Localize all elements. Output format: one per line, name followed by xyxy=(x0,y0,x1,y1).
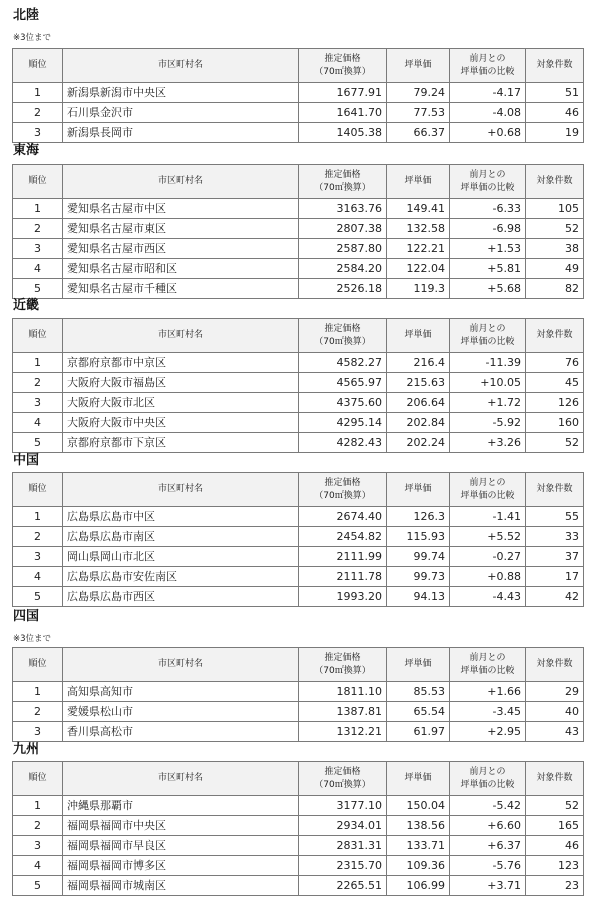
table-header-row xyxy=(13,165,584,199)
tsubo-price-cell: 150.04 xyxy=(387,796,450,816)
table-row xyxy=(13,219,584,239)
rank-cell: 5 xyxy=(13,279,63,299)
count-cell: 165 xyxy=(526,816,584,836)
city-cell: 愛知県名古屋市昭和区 xyxy=(63,259,299,279)
change-cell: -1.41 xyxy=(450,507,526,527)
column-header-change-line1: 前月との xyxy=(469,53,506,64)
change-cell: -0.27 xyxy=(450,547,526,567)
count-cell: 17 xyxy=(526,567,584,587)
city-cell: 広島県広島市安佐南区 xyxy=(63,567,299,587)
table-row xyxy=(13,123,584,143)
region-title: 九州 xyxy=(13,742,40,757)
column-header-city: 市区町村名 xyxy=(63,49,299,83)
tsubo-price-cell: 206.64 xyxy=(387,393,450,413)
table-row xyxy=(13,413,584,433)
count-cell: 46 xyxy=(526,836,584,856)
price-cell: 2265.51 xyxy=(299,876,387,896)
rank-cell: 2 xyxy=(13,702,63,722)
change-cell: +1.72 xyxy=(450,393,526,413)
column-header-change-line1: 前月との xyxy=(469,323,506,334)
rank-cell: 3 xyxy=(13,722,63,742)
city-cell: 愛媛県松山市 xyxy=(63,702,299,722)
table-row xyxy=(13,103,584,123)
column-header-count: 対象件数 xyxy=(526,473,584,507)
rank-cell: 1 xyxy=(13,353,63,373)
tsubo-price-cell: 61.97 xyxy=(387,722,450,742)
city-cell: 大阪府大阪市福島区 xyxy=(63,373,299,393)
city-cell: 愛知県名古屋市東区 xyxy=(63,219,299,239)
count-cell: 37 xyxy=(526,547,584,567)
change-cell: -5.76 xyxy=(450,856,526,876)
tsubo-price-cell: 216.4 xyxy=(387,353,450,373)
column-header-rank: 順位 xyxy=(13,473,63,507)
price-cell: 1641.70 xyxy=(299,103,387,123)
price-cell: 2111.78 xyxy=(299,567,387,587)
change-cell: -4.17 xyxy=(450,83,526,103)
column-header-tsubo: 坪単価 xyxy=(387,648,450,682)
city-cell: 京都府京都市中京区 xyxy=(63,353,299,373)
table-row xyxy=(13,279,584,299)
column-header-price-line1: 推定価格 xyxy=(324,477,361,488)
column-header-city: 市区町村名 xyxy=(63,165,299,199)
change-cell: +1.53 xyxy=(450,239,526,259)
region-title: 近畿 xyxy=(13,298,40,313)
count-cell: 45 xyxy=(526,373,584,393)
table-row xyxy=(13,682,584,702)
column-header-change-line1: 前月との xyxy=(469,766,506,777)
column-header-price xyxy=(299,319,387,353)
tsubo-price-cell: 138.56 xyxy=(387,816,450,836)
tsubo-price-cell: 122.04 xyxy=(387,259,450,279)
rank-cell: 5 xyxy=(13,587,63,607)
count-cell: 160 xyxy=(526,413,584,433)
ranking-table xyxy=(12,761,584,896)
change-cell: +0.68 xyxy=(450,123,526,143)
column-header-change-line2: 坪単価の比較 xyxy=(460,779,515,790)
tsubo-price-cell: 215.63 xyxy=(387,373,450,393)
column-header-tsubo: 坪単価 xyxy=(387,49,450,83)
change-cell: +6.60 xyxy=(450,816,526,836)
rank-cell: 1 xyxy=(13,199,63,219)
tsubo-price-cell: 99.74 xyxy=(387,547,450,567)
column-header-change-line2: 坪単価の比較 xyxy=(460,336,515,347)
column-header-price-line1: 推定価格 xyxy=(324,766,361,777)
column-header-city: 市区町村名 xyxy=(63,473,299,507)
change-cell: +3.71 xyxy=(450,876,526,896)
table-row xyxy=(13,433,584,453)
column-header-price xyxy=(299,165,387,199)
count-cell: 52 xyxy=(526,219,584,239)
tsubo-price-cell: 119.3 xyxy=(387,279,450,299)
count-cell: 43 xyxy=(526,722,584,742)
city-cell: 福岡県福岡市城南区 xyxy=(63,876,299,896)
rank-cell: 4 xyxy=(13,413,63,433)
price-cell: 2674.40 xyxy=(299,507,387,527)
tsubo-price-cell: 202.84 xyxy=(387,413,450,433)
price-cell: 4295.14 xyxy=(299,413,387,433)
change-cell: +6.37 xyxy=(450,836,526,856)
city-cell: 愛知県名古屋市西区 xyxy=(63,239,299,259)
table-row xyxy=(13,547,584,567)
change-cell: +0.88 xyxy=(450,567,526,587)
change-cell: +5.68 xyxy=(450,279,526,299)
ranking-table xyxy=(12,318,584,453)
change-cell: -6.98 xyxy=(450,219,526,239)
rank-cell: 2 xyxy=(13,527,63,547)
rank-cell: 5 xyxy=(13,433,63,453)
column-header-price xyxy=(299,648,387,682)
change-cell: -4.08 xyxy=(450,103,526,123)
count-cell: 29 xyxy=(526,682,584,702)
price-cell: 2526.18 xyxy=(299,279,387,299)
ranking-table xyxy=(12,48,584,143)
column-header-tsubo: 坪単価 xyxy=(387,473,450,507)
count-cell: 82 xyxy=(526,279,584,299)
city-cell: 新潟県長岡市 xyxy=(63,123,299,143)
rank-cell: 1 xyxy=(13,796,63,816)
city-cell: 石川県金沢市 xyxy=(63,103,299,123)
column-header-price-line2: （70㎡換算） xyxy=(314,779,371,790)
column-header-price xyxy=(299,49,387,83)
column-header-city: 市区町村名 xyxy=(63,762,299,796)
count-cell: 40 xyxy=(526,702,584,722)
count-cell: 55 xyxy=(526,507,584,527)
table-row xyxy=(13,373,584,393)
count-cell: 76 xyxy=(526,353,584,373)
tsubo-price-cell: 122.21 xyxy=(387,239,450,259)
column-header-city: 市区町村名 xyxy=(63,319,299,353)
column-header-count: 対象件数 xyxy=(526,319,584,353)
column-header-price-line2: （70㎡換算） xyxy=(314,66,371,77)
price-cell: 1811.10 xyxy=(299,682,387,702)
tsubo-price-cell: 85.53 xyxy=(387,682,450,702)
column-header-change-line2: 坪単価の比較 xyxy=(460,665,515,676)
change-cell: -5.92 xyxy=(450,413,526,433)
tsubo-price-cell: 149.41 xyxy=(387,199,450,219)
table-row xyxy=(13,199,584,219)
rank-cell: 4 xyxy=(13,567,63,587)
table-row xyxy=(13,796,584,816)
tsubo-price-cell: 132.58 xyxy=(387,219,450,239)
rank-cell: 3 xyxy=(13,239,63,259)
city-cell: 香川県高松市 xyxy=(63,722,299,742)
rank-cell: 2 xyxy=(13,816,63,836)
column-header-change-line2: 坪単価の比較 xyxy=(460,490,515,501)
column-header-change xyxy=(450,49,526,83)
tsubo-price-cell: 106.99 xyxy=(387,876,450,896)
city-cell: 大阪府大阪市中央区 xyxy=(63,413,299,433)
region-title: 東海 xyxy=(13,143,40,158)
column-header-price-line2: （70㎡換算） xyxy=(314,490,371,501)
rank-cell: 2 xyxy=(13,219,63,239)
count-cell: 19 xyxy=(526,123,584,143)
table-header-row xyxy=(13,473,584,507)
price-cell: 2584.20 xyxy=(299,259,387,279)
table-row xyxy=(13,527,584,547)
city-cell: 新潟県新潟市中央区 xyxy=(63,83,299,103)
column-header-change xyxy=(450,319,526,353)
count-cell: 126 xyxy=(526,393,584,413)
tsubo-price-cell: 109.36 xyxy=(387,856,450,876)
city-cell: 広島県広島市南区 xyxy=(63,527,299,547)
change-cell: -4.43 xyxy=(450,587,526,607)
tsubo-price-cell: 94.13 xyxy=(387,587,450,607)
price-cell: 2315.70 xyxy=(299,856,387,876)
tsubo-price-cell: 79.24 xyxy=(387,83,450,103)
ranking-table xyxy=(12,647,584,742)
column-header-change-line2: 坪単価の比較 xyxy=(460,182,515,193)
tsubo-price-cell: 126.3 xyxy=(387,507,450,527)
column-header-rank: 順位 xyxy=(13,648,63,682)
rank-cell: 1 xyxy=(13,682,63,702)
column-header-price-line1: 推定価格 xyxy=(324,652,361,663)
price-cell: 1405.38 xyxy=(299,123,387,143)
tsubo-price-cell: 133.71 xyxy=(387,836,450,856)
ranking-table xyxy=(12,472,584,607)
table-header-row xyxy=(13,49,584,83)
price-cell: 2454.82 xyxy=(299,527,387,547)
column-header-price-line1: 推定価格 xyxy=(324,323,361,334)
price-cell: 2807.38 xyxy=(299,219,387,239)
column-header-price-line2: （70㎡換算） xyxy=(314,182,371,193)
column-header-change-line2: 坪単価の比較 xyxy=(460,66,515,77)
column-header-price-line1: 推定価格 xyxy=(324,53,361,64)
rank-cell: 4 xyxy=(13,259,63,279)
city-cell: 高知県高知市 xyxy=(63,682,299,702)
change-cell: -11.39 xyxy=(450,353,526,373)
column-header-change-line1: 前月との xyxy=(469,169,506,180)
region-title: 北陸 xyxy=(13,8,40,23)
price-cell: 2111.99 xyxy=(299,547,387,567)
table-row xyxy=(13,259,584,279)
column-header-change xyxy=(450,473,526,507)
count-cell: 33 xyxy=(526,527,584,547)
price-cell: 1677.91 xyxy=(299,83,387,103)
city-cell: 広島県広島市中区 xyxy=(63,507,299,527)
rank-cell: 3 xyxy=(13,547,63,567)
count-cell: 46 xyxy=(526,103,584,123)
change-cell: +5.52 xyxy=(450,527,526,547)
price-cell: 2831.31 xyxy=(299,836,387,856)
table-row xyxy=(13,83,584,103)
column-header-tsubo: 坪単価 xyxy=(387,762,450,796)
table-row xyxy=(13,702,584,722)
city-cell: 大阪府大阪市北区 xyxy=(63,393,299,413)
rank-cell: 2 xyxy=(13,373,63,393)
table-header-row xyxy=(13,319,584,353)
table-row xyxy=(13,876,584,896)
tsubo-price-cell: 66.37 xyxy=(387,123,450,143)
price-cell: 2934.01 xyxy=(299,816,387,836)
count-cell: 123 xyxy=(526,856,584,876)
city-cell: 広島県広島市西区 xyxy=(63,587,299,607)
table-row xyxy=(13,587,584,607)
column-header-change xyxy=(450,648,526,682)
column-header-price xyxy=(299,473,387,507)
column-header-change-line1: 前月との xyxy=(469,477,506,488)
rank-cell: 5 xyxy=(13,876,63,896)
rank-cell: 3 xyxy=(13,836,63,856)
region-note: ※3位まで xyxy=(13,634,52,644)
price-cell: 4582.27 xyxy=(299,353,387,373)
rank-cell: 1 xyxy=(13,83,63,103)
region-title: 四国 xyxy=(13,609,40,624)
count-cell: 52 xyxy=(526,796,584,816)
change-cell: -5.42 xyxy=(450,796,526,816)
change-cell: +3.26 xyxy=(450,433,526,453)
column-header-tsubo: 坪単価 xyxy=(387,165,450,199)
change-cell: +10.05 xyxy=(450,373,526,393)
price-cell: 4375.60 xyxy=(299,393,387,413)
table-row xyxy=(13,239,584,259)
column-header-count: 対象件数 xyxy=(526,49,584,83)
rank-cell: 3 xyxy=(13,123,63,143)
rank-cell: 3 xyxy=(13,393,63,413)
count-cell: 105 xyxy=(526,199,584,219)
city-cell: 沖縄県那覇市 xyxy=(63,796,299,816)
column-header-change-line1: 前月との xyxy=(469,652,506,663)
tsubo-price-cell: 77.53 xyxy=(387,103,450,123)
price-cell: 2587.80 xyxy=(299,239,387,259)
column-header-count: 対象件数 xyxy=(526,648,584,682)
change-cell: +2.95 xyxy=(450,722,526,742)
column-header-count: 対象件数 xyxy=(526,165,584,199)
count-cell: 23 xyxy=(526,876,584,896)
price-cell: 3163.76 xyxy=(299,199,387,219)
price-cell: 3177.10 xyxy=(299,796,387,816)
table-row xyxy=(13,507,584,527)
change-cell: +1.66 xyxy=(450,682,526,702)
city-cell: 福岡県福岡市中央区 xyxy=(63,816,299,836)
price-cell: 4565.97 xyxy=(299,373,387,393)
column-header-rank: 順位 xyxy=(13,49,63,83)
column-header-rank: 順位 xyxy=(13,762,63,796)
table-header-row xyxy=(13,648,584,682)
city-cell: 福岡県福岡市早良区 xyxy=(63,836,299,856)
column-header-price-line2: （70㎡換算） xyxy=(314,336,371,347)
price-cell: 1993.20 xyxy=(299,587,387,607)
table-header-row xyxy=(13,762,584,796)
column-header-rank: 順位 xyxy=(13,165,63,199)
change-cell: +5.81 xyxy=(450,259,526,279)
region-title: 中国 xyxy=(13,453,40,468)
city-cell: 福岡県福岡市博多区 xyxy=(63,856,299,876)
tsubo-price-cell: 115.93 xyxy=(387,527,450,547)
tsubo-price-cell: 99.73 xyxy=(387,567,450,587)
table-row xyxy=(13,353,584,373)
column-header-price-line1: 推定価格 xyxy=(324,169,361,180)
table-row xyxy=(13,393,584,413)
column-header-change xyxy=(450,165,526,199)
price-cell: 1387.81 xyxy=(299,702,387,722)
price-cell: 1312.21 xyxy=(299,722,387,742)
column-header-tsubo: 坪単価 xyxy=(387,319,450,353)
count-cell: 38 xyxy=(526,239,584,259)
tsubo-price-cell: 202.24 xyxy=(387,433,450,453)
table-row xyxy=(13,856,584,876)
count-cell: 49 xyxy=(526,259,584,279)
city-cell: 岡山県岡山市北区 xyxy=(63,547,299,567)
table-row xyxy=(13,567,584,587)
table-row xyxy=(13,816,584,836)
table-row xyxy=(13,722,584,742)
column-header-count: 対象件数 xyxy=(526,762,584,796)
column-header-change xyxy=(450,762,526,796)
city-cell: 京都府京都市下京区 xyxy=(63,433,299,453)
count-cell: 42 xyxy=(526,587,584,607)
column-header-price-line2: （70㎡換算） xyxy=(314,665,371,676)
table-row xyxy=(13,836,584,856)
price-cell: 4282.43 xyxy=(299,433,387,453)
city-cell: 愛知県名古屋市千種区 xyxy=(63,279,299,299)
column-header-rank: 順位 xyxy=(13,319,63,353)
column-header-price xyxy=(299,762,387,796)
count-cell: 52 xyxy=(526,433,584,453)
change-cell: -6.33 xyxy=(450,199,526,219)
column-header-city: 市区町村名 xyxy=(63,648,299,682)
ranking-table xyxy=(12,164,584,299)
tsubo-price-cell: 65.54 xyxy=(387,702,450,722)
count-cell: 51 xyxy=(526,83,584,103)
city-cell: 愛知県名古屋市中区 xyxy=(63,199,299,219)
rank-cell: 1 xyxy=(13,507,63,527)
change-cell: -3.45 xyxy=(450,702,526,722)
rank-cell: 2 xyxy=(13,103,63,123)
rank-cell: 4 xyxy=(13,856,63,876)
region-note: ※3位まで xyxy=(13,33,52,43)
